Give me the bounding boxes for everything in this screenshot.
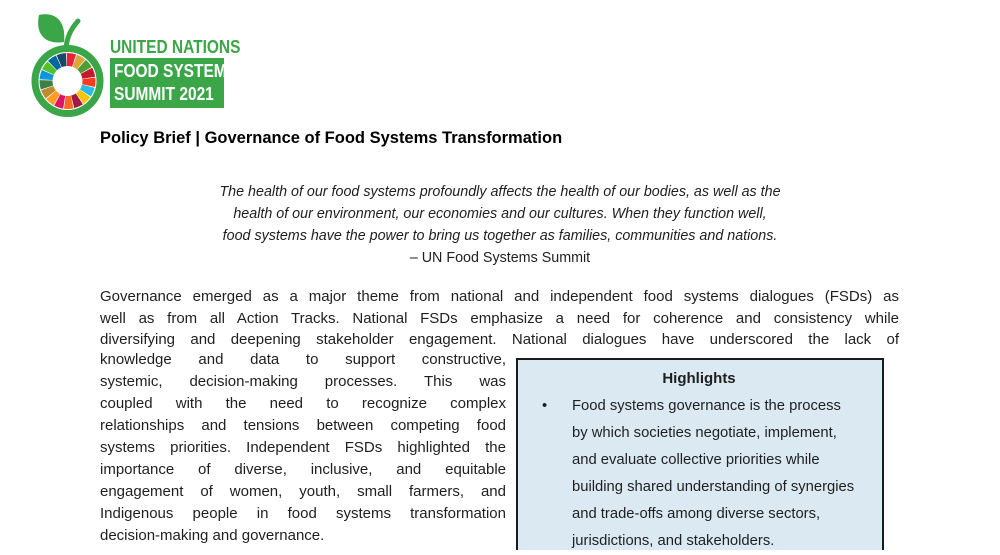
body-left-column	[100, 349, 506, 547]
body-line: systemic, decision-making processes. This was	[100, 373, 506, 390]
highlights-box	[516, 358, 884, 550]
logo-org-name: UNITED NATIONS	[110, 37, 241, 57]
apple-stem	[66, 21, 78, 48]
apple-leaf	[38, 14, 64, 42]
body-line: coupled with the need to recognize complex	[100, 395, 506, 412]
body-line: Governance emerged as a major theme from national and independent food systems dialogues (FSDs) as	[100, 288, 899, 305]
highlights-bullet-text: Food systems governance is the process by which societies negotiate, implement, and evaluate collective priorities while building shared understanding of synergies and trade-offs among diverse sectors, jurisdictions, and stakeholders.	[572, 398, 855, 549]
body-line: importance of diverse, inclusive, and equitable	[100, 461, 506, 478]
page-title: Policy Brief | Governance of Food Systems Transformation	[100, 129, 563, 147]
body-intro-paragraph	[100, 286, 899, 351]
logo-band-line2: SUMMIT 2021	[114, 84, 214, 104]
body-line: well as from all Action Tracks. National FSDs emphasize a need for coherence and consistency while	[100, 309, 899, 327]
body-line: engagement of women, youth, small farmers, and	[100, 483, 506, 500]
body-line: relationships and tensions between competing food	[100, 417, 506, 434]
highlights-title: Highlights	[662, 370, 736, 387]
body-line: decision-making and governance.	[100, 527, 325, 544]
body-line: knowledge and data to support constructive,	[100, 351, 506, 368]
quote-line: The health of our food systems profoundly affects the health of our bodies, as well as the	[219, 184, 781, 200]
pull-quote	[150, 181, 850, 269]
highlights-bullet-item	[542, 393, 856, 555]
bullet-marker-icon: •	[542, 398, 548, 414]
body-line: diversifying and deepening stakeholder engagement. National dialogues have underscored the lack of	[100, 331, 899, 348]
quote-line: health of our environment, our economies and our cultures. When they function well,	[233, 206, 767, 222]
logo-band-line1: FOOD SYSTEMS	[114, 61, 237, 81]
body-line: systems priorities. Independent FSDs highlighted the	[100, 439, 506, 456]
quote-line: food systems have the power to bring us together as families, communities and nations.	[222, 228, 778, 244]
logo-band	[110, 58, 237, 108]
body-line: Indigenous people in food systems transformation	[100, 505, 506, 522]
quote-attribution: – UN Food Systems Summit	[409, 250, 591, 266]
unfss-logo	[0, 0, 260, 125]
